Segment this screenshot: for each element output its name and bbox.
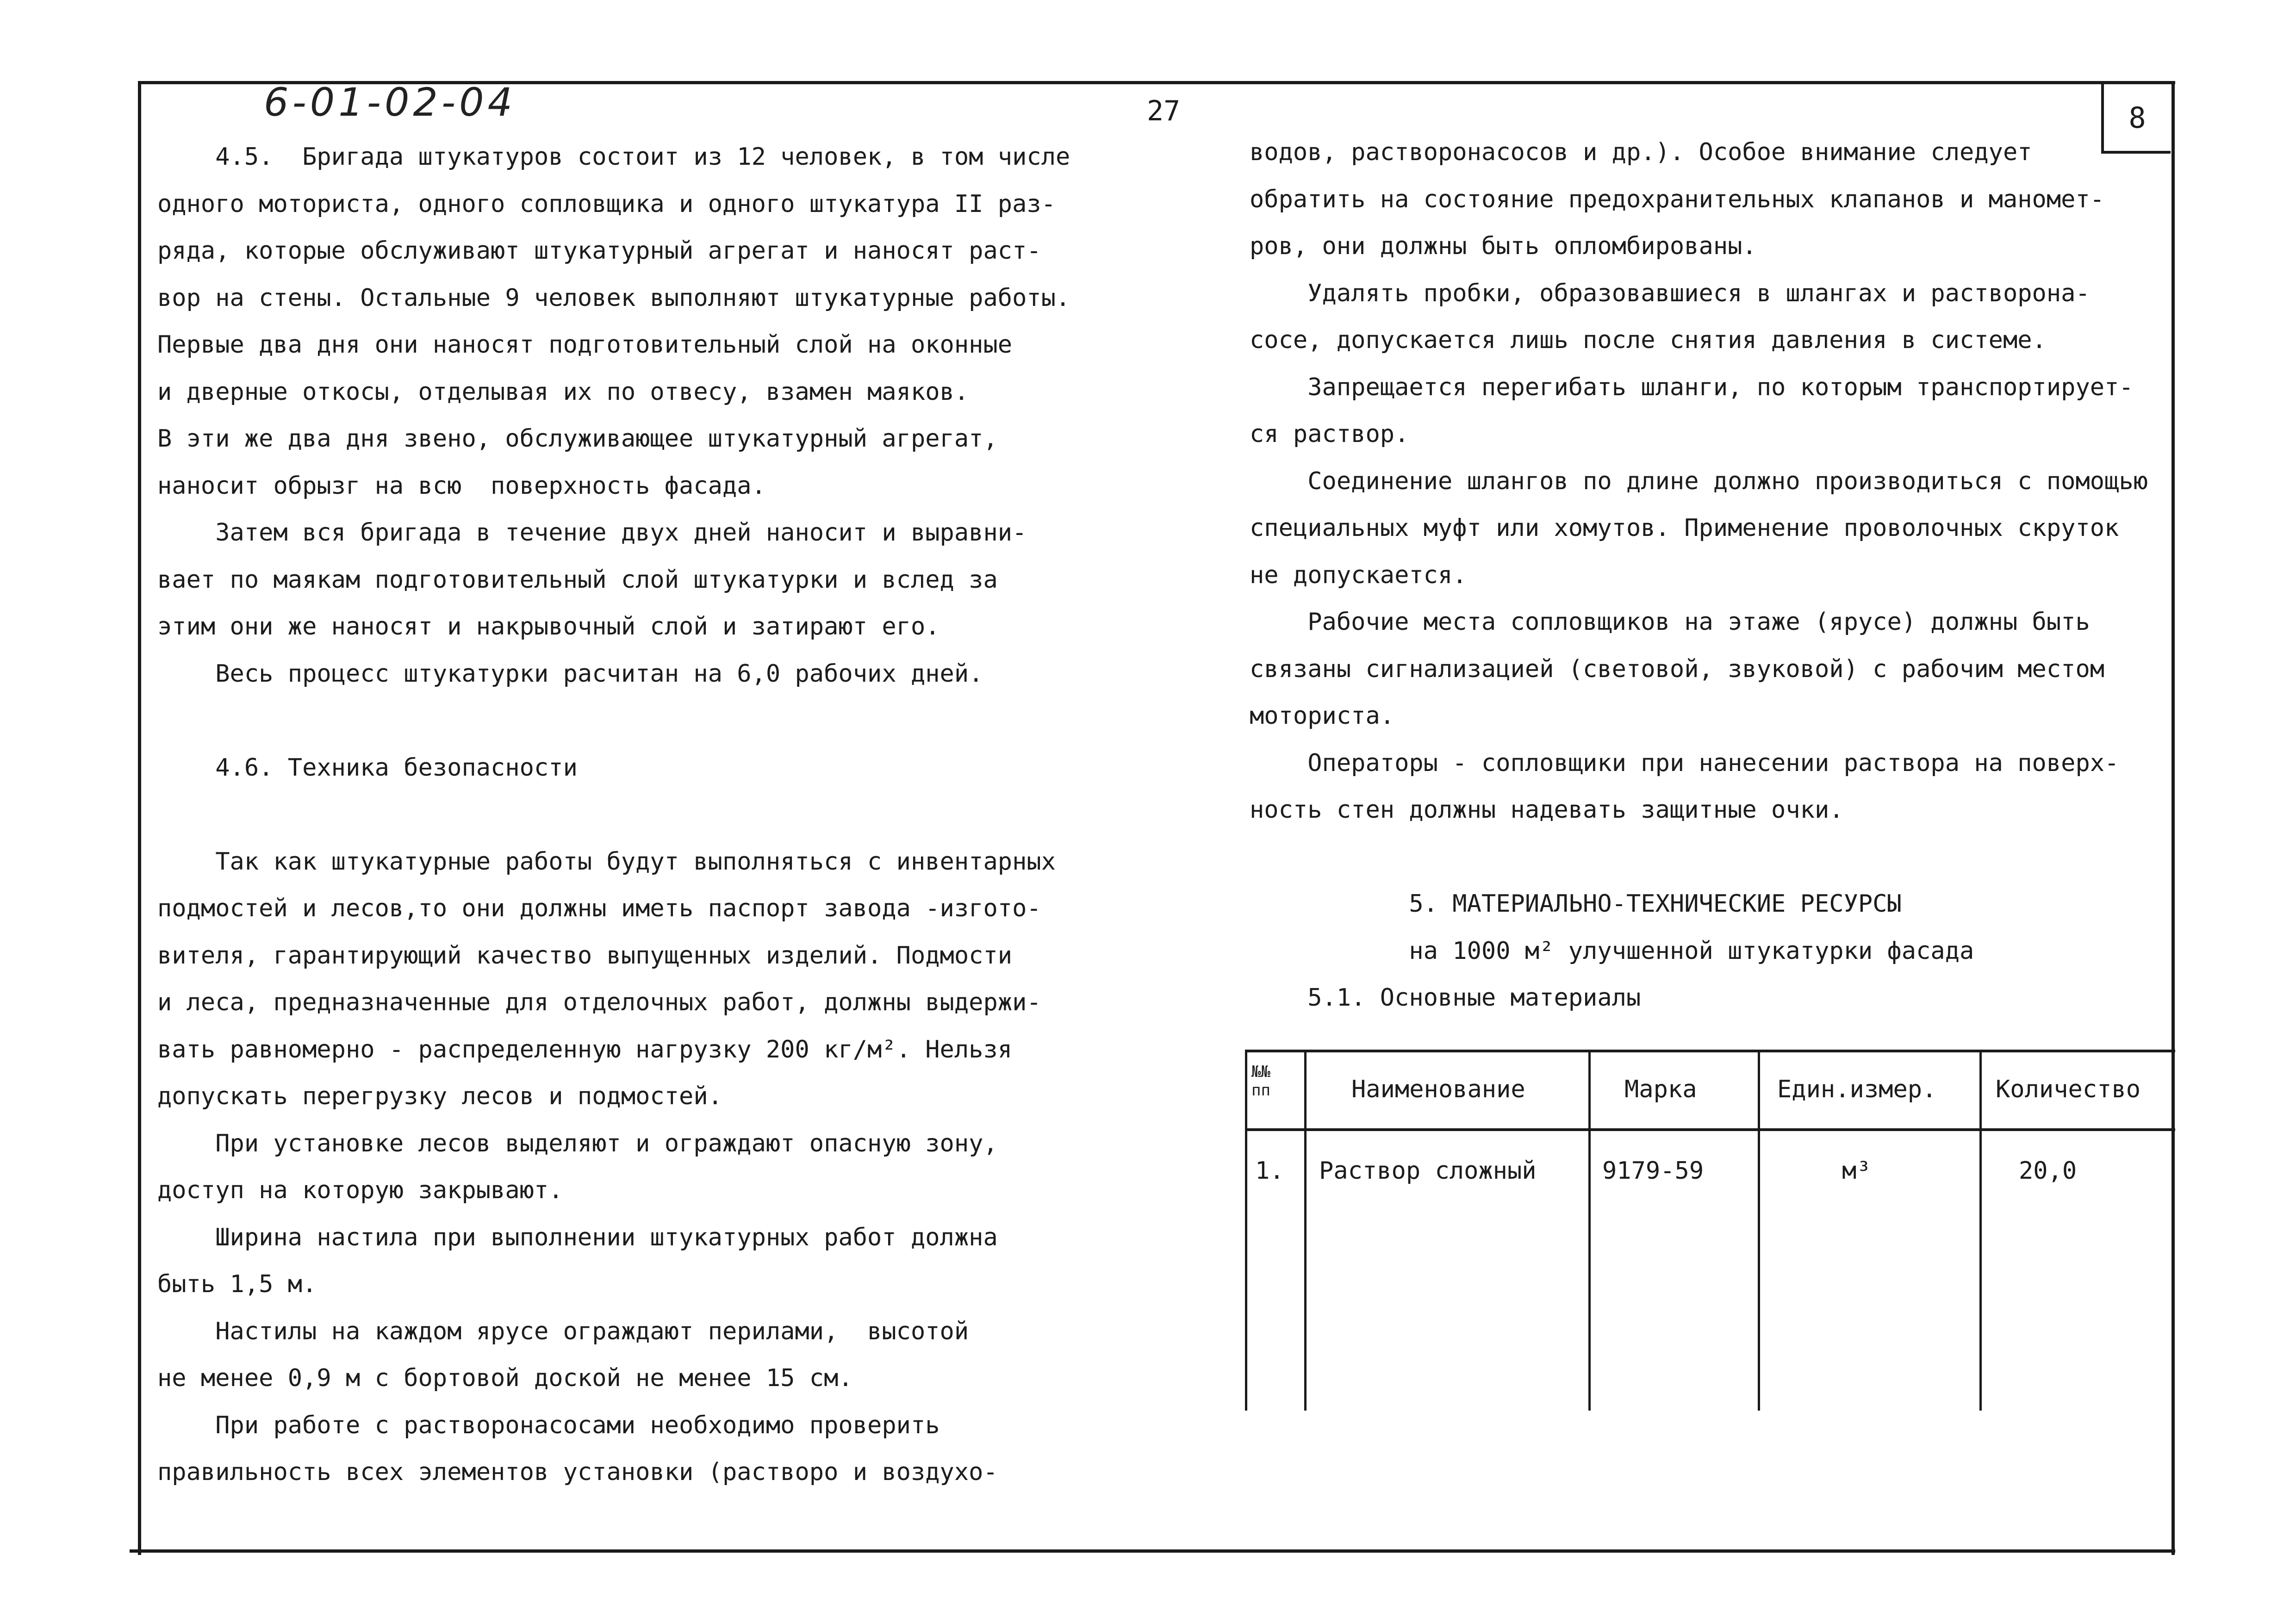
text-line: и дверные откосы, отделывая их по отвесу, взамен маяков. [157,378,969,406]
table-header-brand: Марка [1624,1076,1697,1103]
text-line: ность стен должны надевать защитные очки. [1250,796,1844,824]
left-text-column [157,134,1070,1496]
text-line: Удалять пробки, образовавшиеся в шлангах и растворона- [1250,279,2090,307]
text-line: Ширина настила при выполнении штукатурных работ должна [157,1223,998,1251]
sheet-number: 8 [2128,100,2146,135]
text-line: доступ на которую закрывают. [157,1176,563,1204]
text-line: Так как штукатурные работы будут выполняться с инвентарных [157,847,1056,876]
table-top-border [1245,1050,2175,1052]
text-line: 5.1. Основные материалы [1250,984,1641,1012]
text-line: и леса, предназначенные для отделочных работ, должны выдержи- [157,989,1041,1016]
table-column-divider [1304,1050,1307,1411]
table-column-divider [1758,1050,1760,1411]
text-line: правильность всех элементов установки (растворо и воздухо- [157,1458,998,1486]
table-cell-brand: 9179-59 [1602,1157,1704,1185]
text-line: При работе с растворонасосами необходимо проверить [157,1411,940,1439]
text-line: Весь процесс штукатурки расчитан на 6,0 рабочих дней. [157,659,983,688]
text-line [1250,834,2148,881]
text-line: наносит обрызг на всю поверхность фасада. [157,472,766,500]
text-line: специальных муфт или хомутов. Применение проволочных скруток [1250,514,2119,542]
text-line: Настилы на каждом ярусе ограждают перилами, высотой [157,1317,969,1345]
text-line: подмостей и лесов,то они должны иметь паспорт завода -изгото- [157,895,1041,922]
text-line: не допускается. [1250,561,1467,589]
table-header-unit: Един.измер. [1777,1076,1937,1103]
text-line: вителя, гарантирующий качество выпущенных изделий. Подмости [157,941,1013,970]
text-line: вать равномерно - распределенную нагрузку 200 кг/м². Нельзя [157,1035,1013,1063]
text-line: ся раствор. [1250,420,1409,448]
text-line: Первые два дня они наносят подготовительный слой на оконные [157,331,1013,359]
text-line: обратить на состояние предохранительных клапанов и маномет- [1250,185,2105,213]
text-line: сосе, допускается лишь после снятия давления в системе. [1250,326,2047,354]
text-line: Запрещается перегибать шланги, по которым транспортирует- [1250,373,2134,401]
text-line: быть 1,5 м. [157,1270,317,1298]
text-line: 5. МАТЕРИАЛЬНО-ТЕХНИЧЕСКИЕ РЕСУРСЫ [1250,890,1902,918]
table-cell-num: 1. [1255,1157,1284,1185]
text-line: ров, они должны быть опломбированы. [1250,232,1757,260]
text-line: допускать перегрузку лесов и подмостей. [157,1082,722,1110]
table-cell-name: Раствор сложный [1319,1157,1537,1185]
page-number: 27 [1147,95,1181,127]
text-line: водов, растворонасосов и др.). Особое внимание следует [1250,138,2032,166]
text-line: вор на стены. Остальные 9 человек выполняют штукатурные работы. [157,284,1070,312]
table-header-qty: Количество [1996,1076,2141,1103]
text-line: связаны сигнализацией (световой, звуковой) с рабочим местом [1250,655,2105,683]
right-text-column [1250,129,2148,1022]
table-column-divider [1245,1050,1247,1411]
text-line: Соединение шлангов по длине должно производиться с помощью [1250,467,2148,495]
text-line: 4.6. Техника безопасности [157,753,578,782]
materials-table [1245,1050,2175,1411]
text-line: В эти же два дня звено, обслуживающее штукатурный агрегат, [157,425,998,453]
document-code: 6-01-02-04 [264,80,516,125]
text-line: Рабочие места сопловщиков на этаже (ярусе) должны быть [1250,608,2090,636]
text-line: вает по маякам подготовительный слой штукатурки и вслед за [157,566,998,594]
text-line: 4.5. Бригада штукатуров состоит из 12 человек, в том числе [157,143,1070,171]
text-line: ряда, которые обслуживают штукатурный агрегат и наносят раст- [157,237,1041,265]
text-line [157,791,1070,839]
text-line: на 1000 м² улучшенной штукатурки фасада [1250,937,1974,965]
text-line: одного моториста, одного сопловщика и одного штукатура II раз- [157,190,1056,218]
text-line: При установке лесов выделяют и ограждают опасную зону, [157,1129,998,1157]
table-cell-unit: м³ [1842,1157,1871,1185]
text-line: моториста. [1250,702,1395,730]
text-line: этим они же наносят и накрывочный слой и затирают его. [157,613,940,640]
table-column-divider [1588,1050,1591,1411]
table-header-num: №№ пп [1251,1063,1270,1100]
text-line: не менее 0,9 м с бортовой доской не менее 15 см. [157,1364,853,1392]
text-line: Затем вся бригада в течение двух дней наносит и выравни- [157,519,1027,547]
text-line: Операторы - сопловщики при нанесении раствора на поверх- [1250,749,2119,777]
text-line [157,697,1070,745]
table-column-divider [1979,1050,1982,1411]
page-frame-bottom [130,1549,2175,1553]
page-frame-left [138,81,141,1555]
table-cell-qty: 20,0 [2019,1157,2077,1185]
table-header-name: Наименование [1351,1076,1525,1103]
table-header-divider [1245,1128,2175,1131]
